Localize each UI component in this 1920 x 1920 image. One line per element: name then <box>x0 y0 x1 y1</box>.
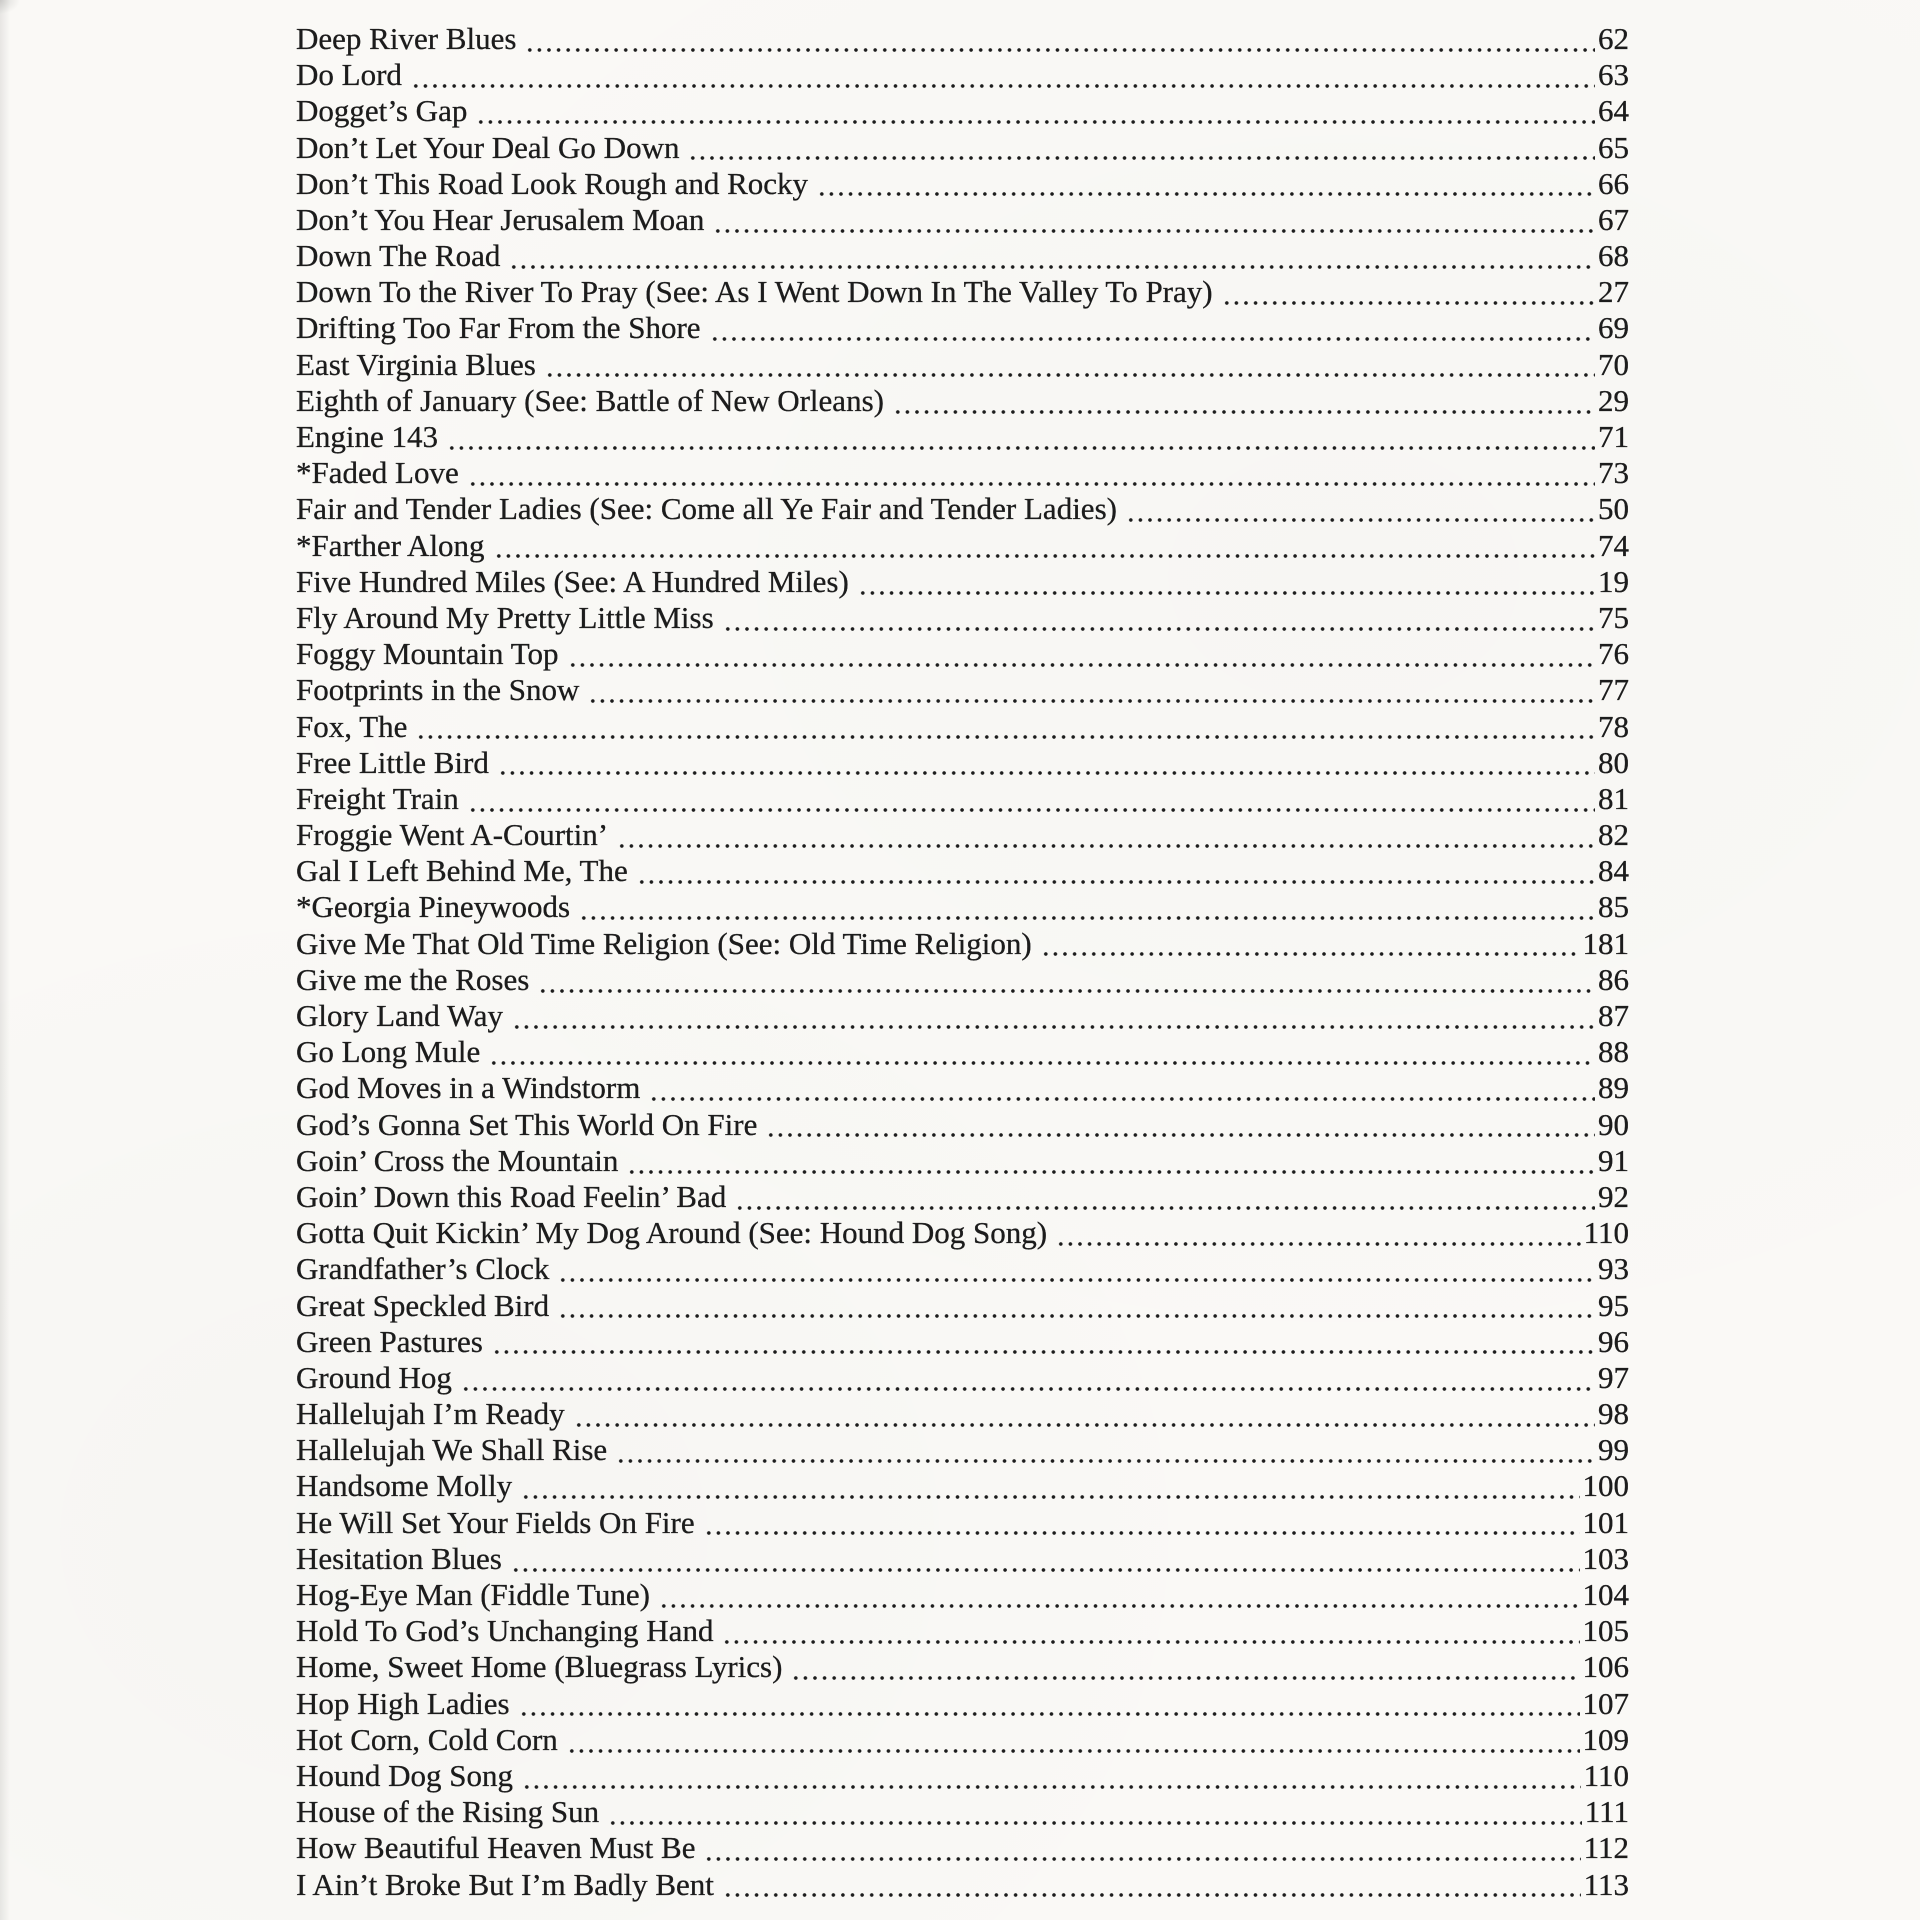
toc-entry-row <box>296 202 1629 238</box>
toc-entry-row <box>296 1251 1629 1287</box>
song-title: Hop High Ladies <box>296 1685 510 1721</box>
dot-leader <box>858 564 1595 600</box>
page-number: 99 <box>1598 1432 1629 1468</box>
page-number: 63 <box>1598 57 1629 93</box>
song-title: He Will Set Your Fields On Fire <box>296 1504 695 1540</box>
dot-leader <box>627 1143 1595 1179</box>
song-title: Dogget’s Gap <box>296 93 468 129</box>
dot-leader <box>791 1649 1579 1685</box>
dot-leader <box>492 1324 1595 1360</box>
page-number: 91 <box>1598 1142 1629 1178</box>
page-number: 95 <box>1598 1287 1629 1323</box>
page-number: 69 <box>1598 310 1629 346</box>
page-number: 100 <box>1582 1468 1629 1504</box>
toc-entry-row <box>296 274 1629 310</box>
toc-entry-row <box>296 21 1629 57</box>
page-number: 66 <box>1598 165 1629 201</box>
song-title: House of the Rising Sun <box>296 1794 600 1830</box>
song-title: How Beautiful Heaven Must Be <box>296 1830 696 1866</box>
toc-entry-row <box>296 1034 1629 1070</box>
page-number: 67 <box>1598 201 1629 237</box>
song-title: Give me the Roses <box>296 961 530 997</box>
toc-entry-row <box>296 1324 1629 1360</box>
dot-leader <box>713 202 1595 238</box>
toc-entry-row <box>296 57 1629 93</box>
dot-leader <box>735 1179 1595 1215</box>
page-number: 111 <box>1584 1794 1629 1830</box>
song-title: *Georgia Pineywoods <box>296 889 571 925</box>
dot-leader <box>1056 1215 1581 1251</box>
song-title: Footprints in the Snow <box>296 672 580 708</box>
toc-entry-row <box>296 130 1629 166</box>
dot-leader <box>558 1288 1595 1324</box>
page-number: 104 <box>1582 1577 1629 1613</box>
toc-entry-row <box>296 1360 1629 1396</box>
toc-entry-row <box>296 998 1629 1034</box>
page-number: 73 <box>1598 455 1629 491</box>
toc-entry-row <box>296 745 1629 781</box>
toc-entry-row <box>296 636 1629 672</box>
song-title: Don’t This Road Look Rough and Rocky <box>296 165 809 201</box>
song-title: Down The Road <box>296 238 501 274</box>
dot-leader <box>468 781 1595 817</box>
toc-entry-row <box>296 1396 1629 1432</box>
dot-leader <box>704 1830 1580 1866</box>
dot-leader <box>659 1577 1580 1613</box>
scan-edge-shadow <box>0 0 10 1920</box>
page-number: 93 <box>1598 1251 1629 1287</box>
toc-entry-row <box>296 1070 1629 1106</box>
dot-leader <box>617 817 1595 853</box>
song-title: Fly Around My Pretty Little Miss <box>296 599 714 635</box>
page-number: 27 <box>1598 274 1629 310</box>
song-title: Five Hundred Miles (See: A Hundred Miles) <box>296 563 849 599</box>
page-number: 75 <box>1598 599 1629 635</box>
dot-leader <box>558 1251 1595 1287</box>
toc-entry-row <box>296 455 1629 491</box>
dot-leader <box>568 636 1595 672</box>
page-number: 50 <box>1598 491 1629 527</box>
song-title: Freight Train <box>296 780 459 816</box>
song-title: Goin’ Cross the Mountain <box>296 1142 619 1178</box>
song-title: Engine 143 <box>296 419 439 455</box>
toc-entry-row <box>296 1215 1629 1251</box>
dot-leader <box>461 1360 1595 1396</box>
toc-entry-row <box>296 1469 1629 1505</box>
page-number: 89 <box>1598 1070 1629 1106</box>
page-number: 97 <box>1598 1359 1629 1395</box>
page-number: 96 <box>1598 1323 1629 1359</box>
song-title: Down To the River To Pray (See: As I Went Down In The Valley To Pray) <box>296 274 1213 310</box>
dot-leader <box>574 1396 1595 1432</box>
page-number: 78 <box>1598 708 1629 744</box>
toc-entry-row <box>296 311 1629 347</box>
dot-leader <box>1222 274 1595 310</box>
dot-leader <box>522 1758 1581 1794</box>
page-number: 88 <box>1598 1034 1629 1070</box>
dot-leader <box>1041 926 1580 962</box>
toc-entry-row <box>296 238 1629 274</box>
page-number: 110 <box>1583 1215 1629 1251</box>
toc-entry-row <box>296 564 1629 600</box>
page-number: 71 <box>1598 419 1629 455</box>
dot-leader <box>521 1469 1579 1505</box>
dot-leader <box>766 1107 1595 1143</box>
page-number: 98 <box>1598 1396 1629 1432</box>
toc-entry-row <box>296 166 1629 202</box>
page-number: 87 <box>1598 998 1629 1034</box>
dot-leader <box>579 890 1595 926</box>
page-number: 101 <box>1582 1504 1629 1540</box>
song-title: Hog-Eye Man (Fiddle Tune) <box>296 1577 650 1613</box>
dot-leader <box>519 1686 1580 1722</box>
song-title: Handsome Molly <box>296 1468 513 1504</box>
song-title: Don’t You Hear Jerusalem Moan <box>296 201 705 237</box>
page-number: 92 <box>1598 1178 1629 1214</box>
song-title: Great Speckled Bird <box>296 1287 550 1323</box>
dot-leader <box>723 600 1595 636</box>
dot-leader <box>447 419 1595 455</box>
toc-entry-row <box>296 1505 1629 1541</box>
dot-leader <box>489 1034 1595 1070</box>
toc-entry-row <box>296 1613 1629 1649</box>
page-number: 29 <box>1598 382 1629 418</box>
page-number: 105 <box>1582 1613 1629 1649</box>
toc-entry-row <box>296 817 1629 853</box>
scan-corner-smudge <box>0 0 26 20</box>
dot-leader <box>637 853 1595 889</box>
song-title: Deep River Blues <box>296 20 517 56</box>
page-number: 112 <box>1583 1830 1629 1866</box>
dot-leader <box>545 347 1595 383</box>
dot-leader <box>509 238 1595 274</box>
song-title: Fox, The <box>296 708 408 744</box>
page-number: 64 <box>1598 93 1629 129</box>
toc-entry-row <box>296 528 1629 564</box>
toc-entry-row <box>296 926 1629 962</box>
toc-entry-row <box>296 383 1629 419</box>
song-title: Ground Hog <box>296 1359 452 1395</box>
song-title: Hot Corn, Cold Corn <box>296 1721 558 1757</box>
page-number: 77 <box>1598 672 1629 708</box>
toc-entry-row <box>296 853 1629 889</box>
toc-entry-row <box>296 1722 1629 1758</box>
page-number: 106 <box>1582 1649 1629 1685</box>
song-title: *Farther Along <box>296 527 485 563</box>
song-index-list <box>296 21 1629 1903</box>
toc-entry-row <box>296 600 1629 636</box>
dot-leader <box>494 528 1595 564</box>
toc-entry-row <box>296 890 1629 926</box>
toc-entry-row <box>296 1432 1629 1468</box>
dot-leader <box>411 57 1595 93</box>
dot-leader <box>688 130 1595 166</box>
dot-leader <box>722 1613 1579 1649</box>
song-title: *Faded Love <box>296 455 459 491</box>
song-title: Hound Dog Song <box>296 1757 514 1793</box>
song-title: Give Me That Old Time Religion (See: Old Time Religion) <box>296 925 1032 961</box>
toc-entry-row <box>296 93 1629 129</box>
song-title: East Virginia Blues <box>296 346 536 382</box>
song-title: I Ain’t Broke But I’m Badly Bent <box>296 1866 714 1902</box>
song-title: God’s Gonna Set This World On Fire <box>296 1106 758 1142</box>
dot-leader <box>893 383 1595 419</box>
page-number: 19 <box>1598 563 1629 599</box>
song-title: Green Pastures <box>296 1323 483 1359</box>
dot-leader <box>476 93 1595 129</box>
dot-leader <box>723 1867 1581 1903</box>
song-title: Hallelujah I’m Ready <box>296 1396 565 1432</box>
page-number: 65 <box>1598 129 1629 165</box>
dot-leader <box>512 998 1595 1034</box>
dot-leader <box>416 709 1595 745</box>
song-title: Eighth of January (See: Battle of New Orleans) <box>296 382 884 418</box>
toc-entry-row <box>296 1143 1629 1179</box>
song-title: Home, Sweet Home (Bluegrass Lyrics) <box>296 1649 783 1685</box>
page-number: 107 <box>1582 1685 1629 1721</box>
toc-entry-row <box>296 781 1629 817</box>
toc-entry-row <box>296 962 1629 998</box>
page-number: 90 <box>1598 1106 1629 1142</box>
dot-leader <box>710 311 1595 347</box>
page-number: 85 <box>1598 889 1629 925</box>
song-title: Foggy Mountain Top <box>296 636 559 672</box>
song-title: Don’t Let Your Deal Go Down <box>296 129 680 165</box>
dot-leader <box>511 1541 1580 1577</box>
toc-entry-row <box>296 419 1629 455</box>
dot-leader <box>616 1432 1595 1468</box>
dot-leader <box>704 1505 1580 1541</box>
song-title: Grandfather’s Clock <box>296 1251 550 1287</box>
toc-entry-row <box>296 1649 1629 1685</box>
dot-leader <box>817 166 1595 202</box>
page-number: 62 <box>1598 20 1629 56</box>
page-number: 113 <box>1583 1866 1629 1902</box>
page-number: 181 <box>1582 925 1629 961</box>
song-title: Glory Land Way <box>296 998 503 1034</box>
dot-leader <box>649 1070 1595 1106</box>
toc-entry-row <box>296 672 1629 708</box>
toc-entry-row <box>296 1758 1629 1794</box>
dot-leader <box>567 1722 1580 1758</box>
page-number: 70 <box>1598 346 1629 382</box>
song-title: Goin’ Down this Road Feelin’ Bad <box>296 1178 727 1214</box>
song-title: God Moves in a Windstorm <box>296 1070 641 1106</box>
song-title: Gotta Quit Kickin’ My Dog Around (See: Hound Dog Song) <box>296 1215 1048 1251</box>
dot-leader <box>608 1794 1582 1830</box>
page-number: 74 <box>1598 527 1629 563</box>
page-number: 82 <box>1598 817 1629 853</box>
song-title: Free Little Bird <box>296 744 489 780</box>
toc-entry-row <box>296 709 1629 745</box>
toc-entry-row <box>296 491 1629 527</box>
dot-leader <box>498 745 1595 781</box>
song-title: Go Long Mule <box>296 1034 481 1070</box>
toc-entry-row <box>296 1830 1629 1866</box>
page-number: 84 <box>1598 853 1629 889</box>
toc-entry-row <box>296 347 1629 383</box>
dot-leader <box>588 672 1595 708</box>
toc-entry-row <box>296 1541 1629 1577</box>
page-number: 86 <box>1598 961 1629 997</box>
toc-entry-row <box>296 1686 1629 1722</box>
toc-entry-row <box>296 1577 1629 1613</box>
toc-entry-row <box>296 1867 1629 1903</box>
toc-entry-row <box>296 1288 1629 1324</box>
song-title: Do Lord <box>296 57 402 93</box>
song-title: Hallelujah We Shall Rise <box>296 1432 608 1468</box>
song-title: Drifting Too Far From the Shore <box>296 310 701 346</box>
page-number: 81 <box>1598 780 1629 816</box>
song-title: Fair and Tender Ladies (See: Come all Ye Fair and Tender Ladies) <box>296 491 1117 527</box>
toc-entry-row <box>296 1107 1629 1143</box>
page-number: 110 <box>1583 1757 1629 1793</box>
song-title: Froggie Went A-Courtin’ <box>296 817 609 853</box>
song-title: Gal I Left Behind Me, The <box>296 853 628 889</box>
page-number: 103 <box>1582 1540 1629 1576</box>
page-number: 109 <box>1582 1721 1629 1757</box>
toc-entry-row <box>296 1794 1629 1830</box>
page-number: 80 <box>1598 744 1629 780</box>
song-title: Hesitation Blues <box>296 1540 502 1576</box>
toc-entry-row <box>296 1179 1629 1215</box>
song-title: Hold To God’s Unchanging Hand <box>296 1613 714 1649</box>
page-number: 68 <box>1598 238 1629 274</box>
dot-leader <box>468 455 1595 491</box>
dot-leader <box>525 21 1595 57</box>
page-number: 76 <box>1598 636 1629 672</box>
dot-leader <box>1126 491 1595 527</box>
dot-leader <box>538 962 1595 998</box>
